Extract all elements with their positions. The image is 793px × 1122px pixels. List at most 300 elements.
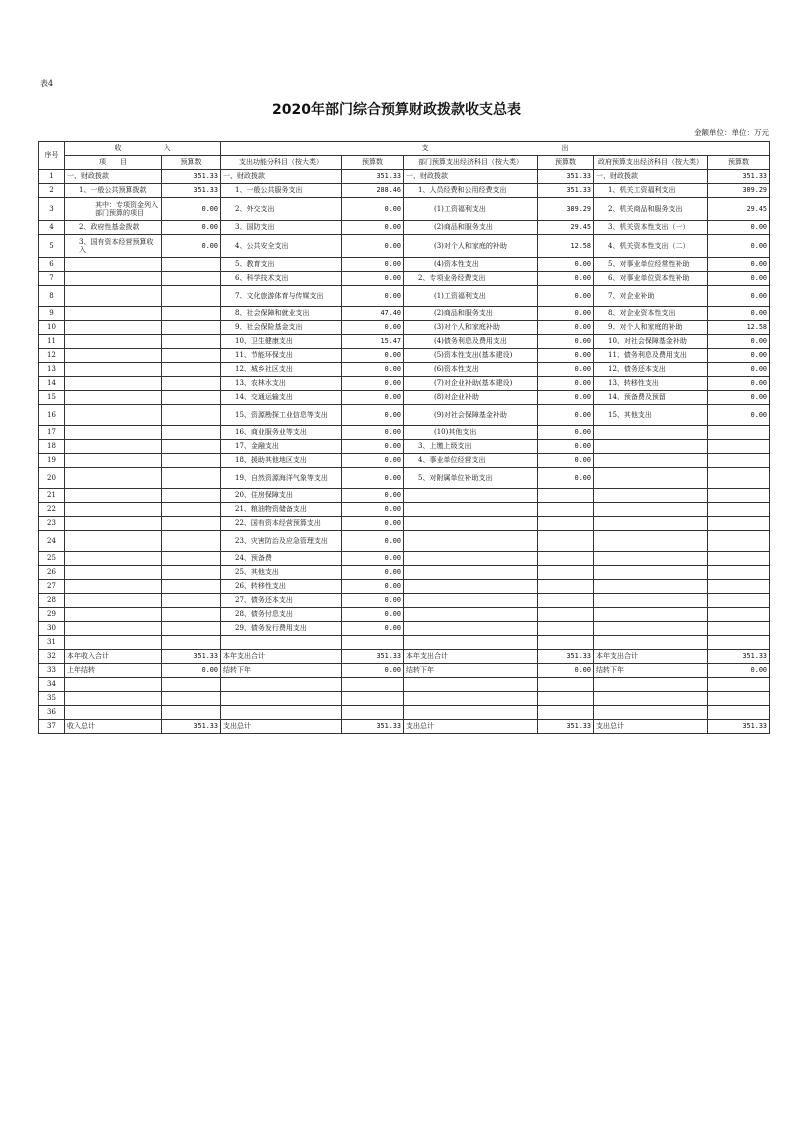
func-subject-value: 0.00: [342, 258, 404, 272]
table-row: [39, 489, 770, 503]
dept-econ-item: [404, 692, 538, 706]
func-subject-value: 0.00: [342, 552, 404, 566]
gov-econ-value: 351.33: [708, 170, 770, 184]
func-subject-item: 15、资源勘探工业信息等支出: [221, 405, 342, 426]
income-item: 3、国有资本经营预算收入: [65, 235, 162, 258]
row-seq: 34: [39, 678, 65, 692]
table-row: [39, 468, 770, 489]
income-value: [162, 692, 221, 706]
func-subject-value: 0.00: [342, 363, 404, 377]
gov-econ-value: [708, 706, 770, 720]
gov-econ-value: [708, 468, 770, 489]
gov-econ-item: 3、机关资本性支出（一）: [594, 221, 708, 235]
income-value: 351.33: [162, 720, 221, 734]
dept-econ-item: [404, 594, 538, 608]
table-row: [39, 258, 770, 272]
dept-econ-value: 0.00: [538, 440, 594, 454]
dept-econ-value: [538, 566, 594, 580]
dept-econ-subject-header: 部门预算支出经济科目（按大类）: [404, 156, 538, 170]
gov-econ-item: 12、债务还本支出: [594, 363, 708, 377]
func-subject-item: 18、援助其他地区支出: [221, 454, 342, 468]
gov-econ-value: 0.00: [708, 235, 770, 258]
func-subject-item: 24、预备费: [221, 552, 342, 566]
gov-econ-item: [594, 552, 708, 566]
income-value: [162, 391, 221, 405]
gov-econ-item: [594, 566, 708, 580]
gov-econ-value: [708, 608, 770, 622]
func-subject-item: 14、交通运输支出: [221, 391, 342, 405]
income-item: [65, 608, 162, 622]
gov-budget-header: 预算数: [708, 156, 770, 170]
func-subject-value: 0.00: [342, 580, 404, 594]
gov-econ-value: [708, 517, 770, 531]
func-subject-value: 0.00: [342, 664, 404, 678]
gov-econ-value: 0.00: [708, 664, 770, 678]
dept-econ-item: (9)对社会保障基金补助: [404, 405, 538, 426]
income-value: [162, 307, 221, 321]
income-item: [65, 349, 162, 363]
dept-econ-value: 0.00: [538, 307, 594, 321]
page-tag: 表4: [40, 79, 54, 88]
dept-econ-item: (5)资本性支出(基本建设): [404, 349, 538, 363]
income-item: [65, 391, 162, 405]
func-subject-value: 0.00: [342, 272, 404, 286]
func-budget-header: 预算数: [342, 156, 404, 170]
dept-econ-value: [538, 580, 594, 594]
func-subject-item: 6、科学技术支出: [221, 272, 342, 286]
dept-econ-item: [404, 678, 538, 692]
gov-econ-item: [594, 489, 708, 503]
dept-econ-value: 0.00: [538, 321, 594, 335]
dept-econ-value: [538, 678, 594, 692]
income-value: [162, 321, 221, 335]
row-seq: 19: [39, 454, 65, 468]
func-subject-item: 27、债务还本支出: [221, 594, 342, 608]
table-row: [39, 307, 770, 321]
row-seq: 11: [39, 335, 65, 349]
row-seq: 2: [39, 184, 65, 198]
func-subject-item: 28、债务付息支出: [221, 608, 342, 622]
gov-econ-item: [594, 468, 708, 489]
row-seq: 18: [39, 440, 65, 454]
dept-econ-value: 0.00: [538, 391, 594, 405]
gov-econ-value: [708, 531, 770, 552]
table-row: [39, 566, 770, 580]
gov-econ-value: 0.00: [708, 377, 770, 391]
row-seq: 32: [39, 650, 65, 664]
func-subject-value: 0.00: [342, 286, 404, 307]
func-subject-value: 0.00: [342, 377, 404, 391]
func-subject-value: 0.00: [342, 594, 404, 608]
dept-econ-item: (3)对个人和家庭补助: [404, 321, 538, 335]
dept-econ-value: 0.00: [538, 426, 594, 440]
gov-econ-item: 9、对个人和家庭的补助: [594, 321, 708, 335]
income-item: [65, 566, 162, 580]
dept-econ-item: [404, 531, 538, 552]
income-item: 上年结转: [65, 664, 162, 678]
table-row: [39, 552, 770, 566]
func-subject-value: 0.00: [342, 321, 404, 335]
func-subject-value: 0.00: [342, 454, 404, 468]
dept-econ-value: [538, 692, 594, 706]
gov-econ-item: [594, 636, 708, 650]
dept-econ-item: (3)对个人和家庭的补助: [404, 235, 538, 258]
func-subject-value: 0.00: [342, 566, 404, 580]
table-row: [39, 405, 770, 426]
income-item: 2、政府性基金拨款: [65, 221, 162, 235]
income-value: [162, 468, 221, 489]
dept-econ-value: [538, 489, 594, 503]
income-item: 本年收入合计: [65, 650, 162, 664]
func-subject-item: 17、金融支出: [221, 440, 342, 454]
func-subject-item: 2、外交支出: [221, 198, 342, 221]
dept-econ-value: [538, 503, 594, 517]
dept-econ-value: 29.45: [538, 221, 594, 235]
row-seq: 8: [39, 286, 65, 307]
row-seq: 21: [39, 489, 65, 503]
dept-econ-item: 支出总计: [404, 720, 538, 734]
row-seq: 14: [39, 377, 65, 391]
dept-econ-item: 一、财政拨款: [404, 170, 538, 184]
func-subject-item: 23、灾害防治及应急管理支出: [221, 531, 342, 552]
table-row: [39, 391, 770, 405]
income-value: [162, 594, 221, 608]
table-row: [39, 426, 770, 440]
gov-econ-item: [594, 517, 708, 531]
func-subject-item: 5、教育支出: [221, 258, 342, 272]
income-item: [65, 692, 162, 706]
func-subject-item: 29、债务发行费用支出: [221, 622, 342, 636]
gov-econ-value: [708, 503, 770, 517]
gov-econ-item: [594, 692, 708, 706]
row-seq: 33: [39, 664, 65, 678]
income-item: [65, 405, 162, 426]
gov-econ-value: 0.00: [708, 335, 770, 349]
row-seq: 24: [39, 531, 65, 552]
income-value: 351.33: [162, 184, 221, 198]
func-subject-item: 19、自然资源海洋气象等支出: [221, 468, 342, 489]
row-seq: 3: [39, 198, 65, 221]
func-subject-item: [221, 692, 342, 706]
dept-econ-item: 5、对附属单位补助支出: [404, 468, 538, 489]
func-subject-item: 3、国防支出: [221, 221, 342, 235]
row-seq: 37: [39, 720, 65, 734]
row-seq: 29: [39, 608, 65, 622]
income-value: 351.33: [162, 650, 221, 664]
row-seq: 17: [39, 426, 65, 440]
func-subject-value: 351.33: [342, 720, 404, 734]
table-row: [39, 678, 770, 692]
amount-unit: 金额单位：单位：万元: [694, 128, 769, 137]
func-subject-value: 0.00: [342, 440, 404, 454]
gov-econ-item: 14、预备费及预留: [594, 391, 708, 405]
func-subject-value: 0.00: [342, 391, 404, 405]
row-seq: 13: [39, 363, 65, 377]
table-row: [39, 440, 770, 454]
dept-econ-item: (6)资本性支出: [404, 363, 538, 377]
gov-econ-value: [708, 636, 770, 650]
gov-econ-value: 0.00: [708, 363, 770, 377]
dept-econ-item: [404, 552, 538, 566]
income-value: 351.33: [162, 170, 221, 184]
gov-econ-value: [708, 692, 770, 706]
income-value: 0.00: [162, 235, 221, 258]
dept-econ-item: 1、人员经费和公用经费支出: [404, 184, 538, 198]
gov-econ-item: [594, 531, 708, 552]
row-seq: 6: [39, 258, 65, 272]
dept-econ-item: 本年支出合计: [404, 650, 538, 664]
gov-econ-value: [708, 580, 770, 594]
income-item: [65, 489, 162, 503]
income-value: [162, 552, 221, 566]
gov-econ-item: [594, 622, 708, 636]
budget-summary-table: [38, 141, 770, 734]
func-subject-item: 21、粮油物资储备支出: [221, 503, 342, 517]
dept-econ-item: [404, 517, 538, 531]
table-row: [39, 636, 770, 650]
income-value: [162, 503, 221, 517]
dept-econ-value: 0.00: [538, 405, 594, 426]
dept-econ-item: [404, 566, 538, 580]
dept-econ-value: 0.00: [538, 363, 594, 377]
func-subject-item: 8、社会保障和就业支出: [221, 307, 342, 321]
dept-econ-value: 0.00: [538, 377, 594, 391]
dept-econ-item: 4、事业单位经营支出: [404, 454, 538, 468]
table-row: [39, 517, 770, 531]
func-subject-header: 支出功能分科目（按大类）: [221, 156, 342, 170]
func-subject-value: 0.00: [342, 405, 404, 426]
income-item: [65, 440, 162, 454]
income-item: [65, 321, 162, 335]
income-item: [65, 580, 162, 594]
func-subject-value: [342, 692, 404, 706]
dept-econ-item: [404, 608, 538, 622]
dept-econ-value: 351.33: [538, 184, 594, 198]
gov-econ-value: [708, 622, 770, 636]
income-value: [162, 272, 221, 286]
gov-econ-value: [708, 454, 770, 468]
dept-econ-value: [538, 517, 594, 531]
table-row: [39, 221, 770, 235]
gov-econ-value: 12.58: [708, 321, 770, 335]
page-title: 2020年部门综合预算财政拨款收支总表: [272, 102, 521, 118]
func-subject-value: 0.00: [342, 468, 404, 489]
func-subject-value: 0.00: [342, 221, 404, 235]
gov-econ-item: [594, 594, 708, 608]
income-item: [65, 503, 162, 517]
gov-econ-item: [594, 503, 708, 517]
dept-econ-value: [538, 706, 594, 720]
table-row: [39, 349, 770, 363]
income-item: [65, 468, 162, 489]
func-subject-item: [221, 706, 342, 720]
seq-header: 序号: [39, 142, 65, 170]
dept-econ-value: 0.00: [538, 272, 594, 286]
table-row: [39, 377, 770, 391]
gov-econ-item: [594, 608, 708, 622]
gov-econ-value: 0.00: [708, 307, 770, 321]
table-row: [39, 580, 770, 594]
func-subject-item: 13、农林水支出: [221, 377, 342, 391]
dept-econ-item: (4)债务利息及费用支出: [404, 335, 538, 349]
gov-econ-value: 0.00: [708, 258, 770, 272]
income-item-header: 项 目: [65, 156, 162, 170]
func-subject-value: 15.47: [342, 335, 404, 349]
gov-econ-item: 4、机关资本性支出（二）: [594, 235, 708, 258]
income-item: [65, 594, 162, 608]
expense-header: 支 出: [221, 142, 770, 156]
income-value: 0.00: [162, 664, 221, 678]
func-subject-item: 25、其他支出: [221, 566, 342, 580]
income-budget-header: 预算数: [162, 156, 221, 170]
dept-econ-item: [404, 503, 538, 517]
func-subject-item: 一、财政拨款: [221, 170, 342, 184]
func-subject-item: 7、文化旅游体育与传媒支出: [221, 286, 342, 307]
gov-econ-item: [594, 426, 708, 440]
gov-econ-item: 15、其他支出: [594, 405, 708, 426]
func-subject-item: 结转下年: [221, 664, 342, 678]
income-value: [162, 405, 221, 426]
dept-econ-item: [404, 636, 538, 650]
row-seq: 7: [39, 272, 65, 286]
gov-econ-value: 309.29: [708, 184, 770, 198]
income-item: [65, 636, 162, 650]
gov-econ-item: 支出总计: [594, 720, 708, 734]
income-item: [65, 454, 162, 468]
gov-econ-value: [708, 678, 770, 692]
func-subject-value: 0.00: [342, 198, 404, 221]
dept-econ-item: [404, 489, 538, 503]
gov-econ-item: [594, 580, 708, 594]
dept-econ-value: 0.00: [538, 258, 594, 272]
row-seq: 28: [39, 594, 65, 608]
dept-econ-item: (4)资本性支出: [404, 258, 538, 272]
gov-econ-item: [594, 454, 708, 468]
func-subject-value: 0.00: [342, 349, 404, 363]
dept-econ-value: 0.00: [538, 286, 594, 307]
row-seq: 4: [39, 221, 65, 235]
gov-econ-value: 0.00: [708, 286, 770, 307]
income-item: 一、财政拨款: [65, 170, 162, 184]
table-row: [39, 503, 770, 517]
gov-econ-subject-header: 政府预算支出经济科目（按大类）: [594, 156, 708, 170]
income-item: [65, 678, 162, 692]
income-item: [65, 706, 162, 720]
income-value: [162, 531, 221, 552]
dept-econ-item: 2、专项业务经费支出: [404, 272, 538, 286]
income-value: [162, 335, 221, 349]
gov-econ-value: 0.00: [708, 221, 770, 235]
func-subject-item: 支出总计: [221, 720, 342, 734]
func-subject-item: 4、公共安全支出: [221, 235, 342, 258]
row-seq: 15: [39, 391, 65, 405]
gov-econ-value: 351.33: [708, 650, 770, 664]
func-subject-value: 0.00: [342, 622, 404, 636]
income-item: [65, 531, 162, 552]
func-subject-value: 0.00: [342, 489, 404, 503]
gov-econ-item: 6、对事业单位资本性补助: [594, 272, 708, 286]
gov-econ-item: 7、对企业补助: [594, 286, 708, 307]
income-value: 0.00: [162, 221, 221, 235]
dept-econ-value: 309.29: [538, 198, 594, 221]
func-subject-value: 0.00: [342, 235, 404, 258]
dept-econ-value: 351.33: [538, 650, 594, 664]
income-value: 0.00: [162, 198, 221, 221]
dept-econ-value: 351.33: [538, 170, 594, 184]
table-row: [39, 664, 770, 678]
gov-econ-item: 11、债务利息及费用支出: [594, 349, 708, 363]
dept-econ-value: [538, 552, 594, 566]
table-row: [39, 184, 770, 198]
dept-econ-value: 0.00: [538, 468, 594, 489]
gov-econ-value: [708, 594, 770, 608]
func-subject-item: 9、社会保险基金支出: [221, 321, 342, 335]
gov-econ-item: 1、机关工资福利支出: [594, 184, 708, 198]
dept-econ-value: 0.00: [538, 349, 594, 363]
table-row: [39, 321, 770, 335]
row-seq: 30: [39, 622, 65, 636]
gov-econ-value: 0.00: [708, 391, 770, 405]
func-subject-value: [342, 678, 404, 692]
income-value: [162, 286, 221, 307]
table-row: [39, 198, 770, 221]
table-row: [39, 454, 770, 468]
table-row: [39, 692, 770, 706]
dept-econ-item: (2)商品和服务支出: [404, 307, 538, 321]
income-header: 收 入: [65, 142, 221, 156]
row-seq: 35: [39, 692, 65, 706]
row-seq: 22: [39, 503, 65, 517]
gov-econ-item: [594, 440, 708, 454]
income-value: [162, 622, 221, 636]
table-row: [39, 335, 770, 349]
gov-econ-value: [708, 440, 770, 454]
gov-econ-value: 29.45: [708, 198, 770, 221]
income-value: [162, 636, 221, 650]
func-subject-value: 47.40: [342, 307, 404, 321]
gov-econ-item: 结转下年: [594, 664, 708, 678]
dept-econ-item: (10)其他支出: [404, 426, 538, 440]
dept-econ-value: 12.58: [538, 235, 594, 258]
table-row: [39, 235, 770, 258]
row-seq: 25: [39, 552, 65, 566]
dept-econ-value: 351.33: [538, 720, 594, 734]
income-item: [65, 363, 162, 377]
func-subject-value: 0.00: [342, 517, 404, 531]
func-subject-item: 20、住房保障支出: [221, 489, 342, 503]
dept-econ-value: 0.00: [538, 454, 594, 468]
dept-econ-item: (1)工资福利支出: [404, 198, 538, 221]
gov-econ-value: [708, 552, 770, 566]
dept-econ-value: 0.00: [538, 335, 594, 349]
gov-econ-item: 本年支出合计: [594, 650, 708, 664]
gov-econ-value: 0.00: [708, 405, 770, 426]
table-row: [39, 531, 770, 552]
income-value: [162, 517, 221, 531]
dept-econ-value: [538, 622, 594, 636]
table-row: [39, 272, 770, 286]
income-value: [162, 489, 221, 503]
dept-econ-item: [404, 622, 538, 636]
table-row: [39, 286, 770, 307]
gov-econ-item: 2、机关商品和服务支出: [594, 198, 708, 221]
income-item: [65, 286, 162, 307]
func-subject-value: [342, 636, 404, 650]
func-subject-value: 351.33: [342, 170, 404, 184]
income-item: 1、一般公共预算拨款: [65, 184, 162, 198]
row-seq: 16: [39, 405, 65, 426]
income-item: [65, 622, 162, 636]
